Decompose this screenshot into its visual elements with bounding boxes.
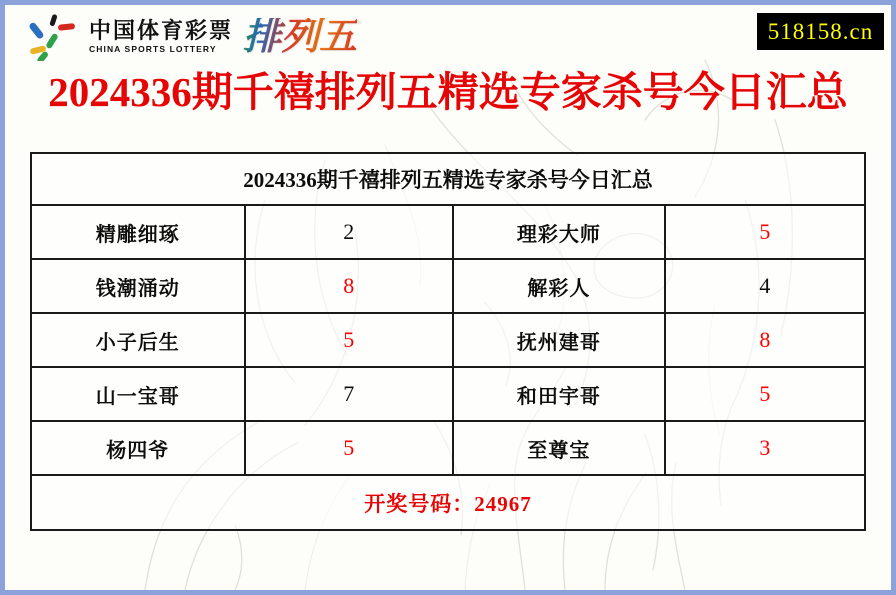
- table-header-row: [31, 153, 865, 205]
- product-wordmark: 排列五: [243, 16, 358, 58]
- kill-number: 8: [665, 313, 865, 367]
- page-title: 2024336期千禧排列五精选专家杀号今日汇总: [48, 69, 848, 115]
- kill-number: 5: [665, 367, 865, 421]
- winning-number-label: 开奖号码：24967: [31, 475, 865, 530]
- kill-number: 5: [665, 205, 865, 259]
- expert-name: 抚州建哥: [453, 313, 665, 367]
- kill-number: 7: [245, 367, 454, 421]
- table-footer-row: [31, 475, 865, 530]
- table-row: [31, 313, 865, 367]
- sports-lottery-logo-icon: [27, 13, 81, 61]
- table-row: [31, 421, 865, 475]
- expert-name: 小子后生: [31, 313, 245, 367]
- table-row: [31, 259, 865, 313]
- brand-name-en: CHINA SPORTS LOTTERY: [89, 44, 217, 55]
- expert-name: 山一宝哥: [31, 367, 245, 421]
- kill-number: 4: [665, 259, 865, 313]
- kill-number: 3: [665, 421, 865, 475]
- expert-kill-number-table: [30, 152, 866, 531]
- expert-name: 钱潮涌动: [31, 259, 245, 313]
- table-title: 2024336期千禧排列五精选专家杀号今日汇总: [31, 153, 865, 205]
- expert-name: 解彩人: [453, 259, 665, 313]
- table-row: [31, 367, 865, 421]
- site-url-badge: 518158.cn: [757, 13, 884, 50]
- page: [5, 5, 891, 590]
- kill-number: 5: [245, 313, 454, 367]
- expert-name: 杨四爷: [31, 421, 245, 475]
- brand-header: [27, 13, 357, 61]
- expert-name: 精雕细琢: [31, 205, 245, 259]
- table-row: [31, 205, 865, 259]
- expert-name: 至尊宝: [453, 421, 665, 475]
- kill-number: 5: [245, 421, 454, 475]
- kill-number: 8: [245, 259, 454, 313]
- brand-text: [89, 20, 233, 54]
- expert-name: 理彩大师: [453, 205, 665, 259]
- brand-name-cn: 中国体育彩票: [89, 18, 234, 44]
- expert-name: 和田宇哥: [453, 367, 665, 421]
- kill-number: 2: [245, 205, 454, 259]
